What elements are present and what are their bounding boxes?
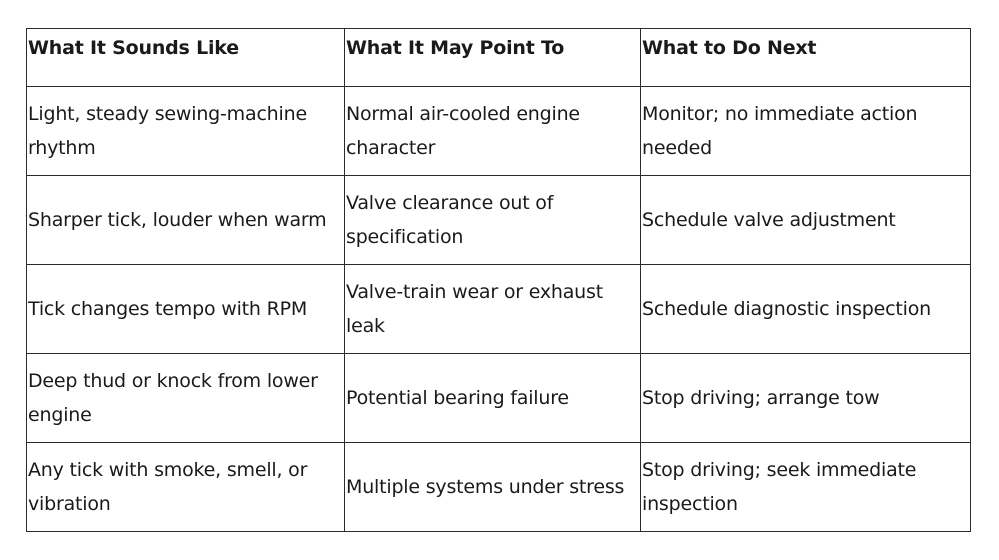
table-row [27, 443, 971, 532]
engine-noise-table [26, 28, 971, 532]
table-row [27, 354, 971, 443]
column-header-cause: What It May Point To [345, 29, 641, 87]
column-header-sound: What It Sounds Like [27, 29, 345, 87]
cause-cell: Valve clearance out of specification [345, 176, 641, 265]
cause-cell: Valve-train wear or exhaust leak [345, 265, 641, 354]
sound-cell: Tick changes tempo with RPM [27, 265, 345, 354]
column-header-action: What to Do Next [641, 29, 971, 87]
sound-cell: Deep thud or knock from lower engine [27, 354, 345, 443]
table-row [27, 176, 971, 265]
cause-cell: Potential bearing failure [345, 354, 641, 443]
action-cell: Monitor; no immediate action needed [641, 87, 971, 176]
action-cell: Schedule valve adjustment [641, 176, 971, 265]
sound-cell: Sharper tick, louder when warm [27, 176, 345, 265]
sound-cell: Light, steady sewing-machine rhythm [27, 87, 345, 176]
action-cell: Stop driving; seek immediate inspection [641, 443, 971, 532]
cause-cell: Normal air-cooled engine character [345, 87, 641, 176]
table-row [27, 265, 971, 354]
action-cell: Stop driving; arrange tow [641, 354, 971, 443]
action-cell: Schedule diagnostic inspection [641, 265, 971, 354]
table-row [27, 87, 971, 176]
header-row [27, 29, 971, 87]
sound-cell: Any tick with smoke, smell, or vibration [27, 443, 345, 532]
cause-cell: Multiple systems under stress [345, 443, 641, 532]
